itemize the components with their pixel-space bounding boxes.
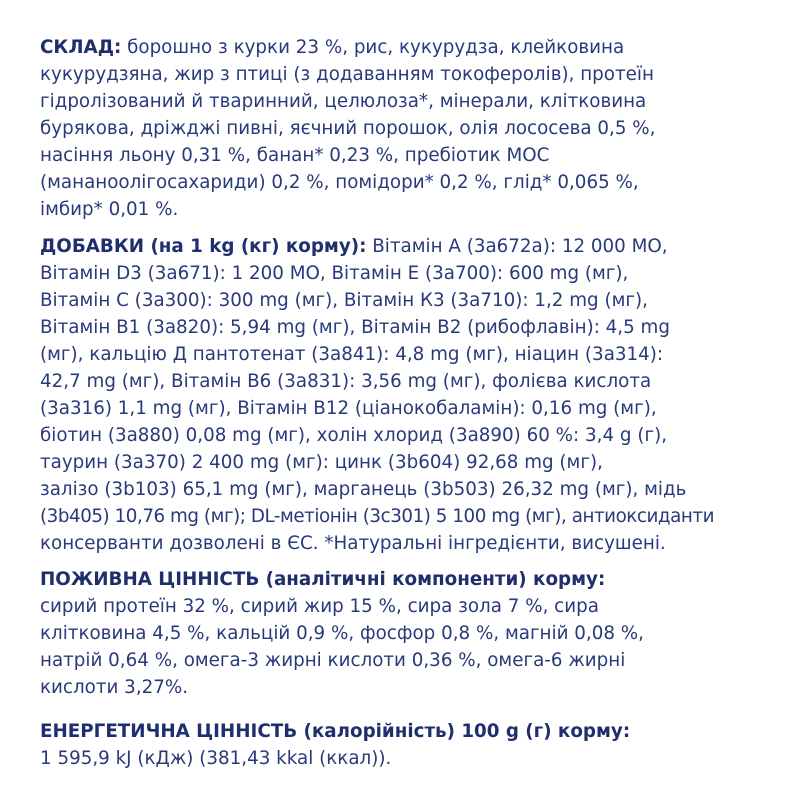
composition-section bbox=[40, 34, 770, 223]
additives-section bbox=[40, 233, 770, 557]
additives-text: Вітамін А (3а672а): 12 000 МО, bbox=[366, 236, 668, 257]
additives-line-3: Вітамін С (3а300): 300 mg (мг), Вітамін К3 (3а710): 1,2 mg (мг), bbox=[40, 290, 648, 311]
additives-line-12: консерванти дозволені в ЄС. *Натуральні інгредієнти, висушені. bbox=[40, 533, 666, 554]
nutrition-label: ПОЖИВНА ЦІННІСТЬ (аналітичні компоненти) корму: bbox=[40, 569, 606, 590]
composition-line-4: бурякова, дріжджі пивні, яєчний порошок, олія лососева 0,5 %, bbox=[40, 118, 656, 139]
nutrition-line-2: клітковина 4,5 %, кальцій 0,9 %, фосфор 0,8 %, магній 0,08 %, bbox=[40, 623, 644, 644]
additives-line-2: Вітамін D3 (3а671): 1 200 МО, Вітамін Е (3а700): 600 mg (мг), bbox=[40, 263, 629, 284]
composition-label: СКЛАД: bbox=[40, 37, 122, 58]
composition-line-7: імбир* 0,01 %. bbox=[40, 199, 179, 220]
additives-line-4: Вітамін В1 (3а820): 5,94 mg (мг), Вітамін В2 (рибофлавін): 4,5 mg bbox=[40, 317, 670, 338]
nutrition-section bbox=[40, 566, 770, 701]
energy-label: ЕНЕРГЕТИЧНА ЦІННІСТЬ (калорійність) 100 g (г) корму: bbox=[40, 721, 631, 742]
additives-line-7: (3а316) 1,1 mg (мг), Вітамін В12 (ціанокобаламін): 0,16 mg (мг), bbox=[40, 398, 657, 419]
additives-line-5: (мг), кальцію Д пантотенат (3а841): 4,8 mg (мг), ніацин (3а314): bbox=[40, 344, 664, 365]
energy-section bbox=[40, 718, 770, 772]
additives-label: ДОБАВКИ (на 1 kg (кг) корму): bbox=[40, 236, 367, 257]
nutrition-line-4: кислоти 3,27%. bbox=[40, 677, 189, 698]
composition-text: борошно з курки 23 %, рис, кукурудза, клейковина bbox=[121, 37, 625, 58]
nutrition-line-1: сирий протеїн 32 %, сирий жир 15 %, сира зола 7 %, сира bbox=[40, 596, 599, 617]
additives-line-9: таурин (3а370) 2 400 mg (мг): цинк (3b604) 92,68 mg (мг), bbox=[40, 452, 603, 473]
energy-line-1: 1 595,9 kJ (кДж) (381,43 kkal (ккал)). bbox=[40, 748, 392, 769]
nutrition-line-3: натрій 0,64 %, омега-3 жирні кислоти 0,36 %, омега-6 жирні bbox=[40, 650, 626, 671]
composition-line-1 bbox=[40, 34, 770, 61]
additives-line-11: (3b405) 10,76 mg (мг); DL-метіонін (3c301) 5 100 mg (мг), антиоксиданти bbox=[40, 506, 715, 527]
composition-line-5: насіння льону 0,31 %, банан* 0,23 %, пребіотик МОС bbox=[40, 145, 550, 166]
composition-line-2: кукурудзяна, жир з птиці (з додаванням токоферолів), протеїн bbox=[40, 64, 654, 85]
composition-line-6: (мананоолігосахариди) 0,2 %, помідори* 0,2 %, глід* 0,065 %, bbox=[40, 172, 639, 193]
additives-line-8: біотин (3а880) 0,08 mg (мг), холін хлорид (3а890) 60 %: 3,4 g (г), bbox=[40, 425, 668, 446]
composition-line-3: гідролізований й тваринний, целюлоза*, мінерали, клітковина bbox=[40, 91, 647, 112]
additives-line-10: залізо (3b103) 65,1 mg (мг), марганець (3b503) 26,32 mg (мг), мідь bbox=[40, 479, 687, 500]
additives-line-6: 42,7 mg (мг), Вітамін В6 (3а831): 3,56 mg (мг), фолієва кислота bbox=[40, 371, 652, 392]
additives-line-1 bbox=[40, 233, 770, 260]
